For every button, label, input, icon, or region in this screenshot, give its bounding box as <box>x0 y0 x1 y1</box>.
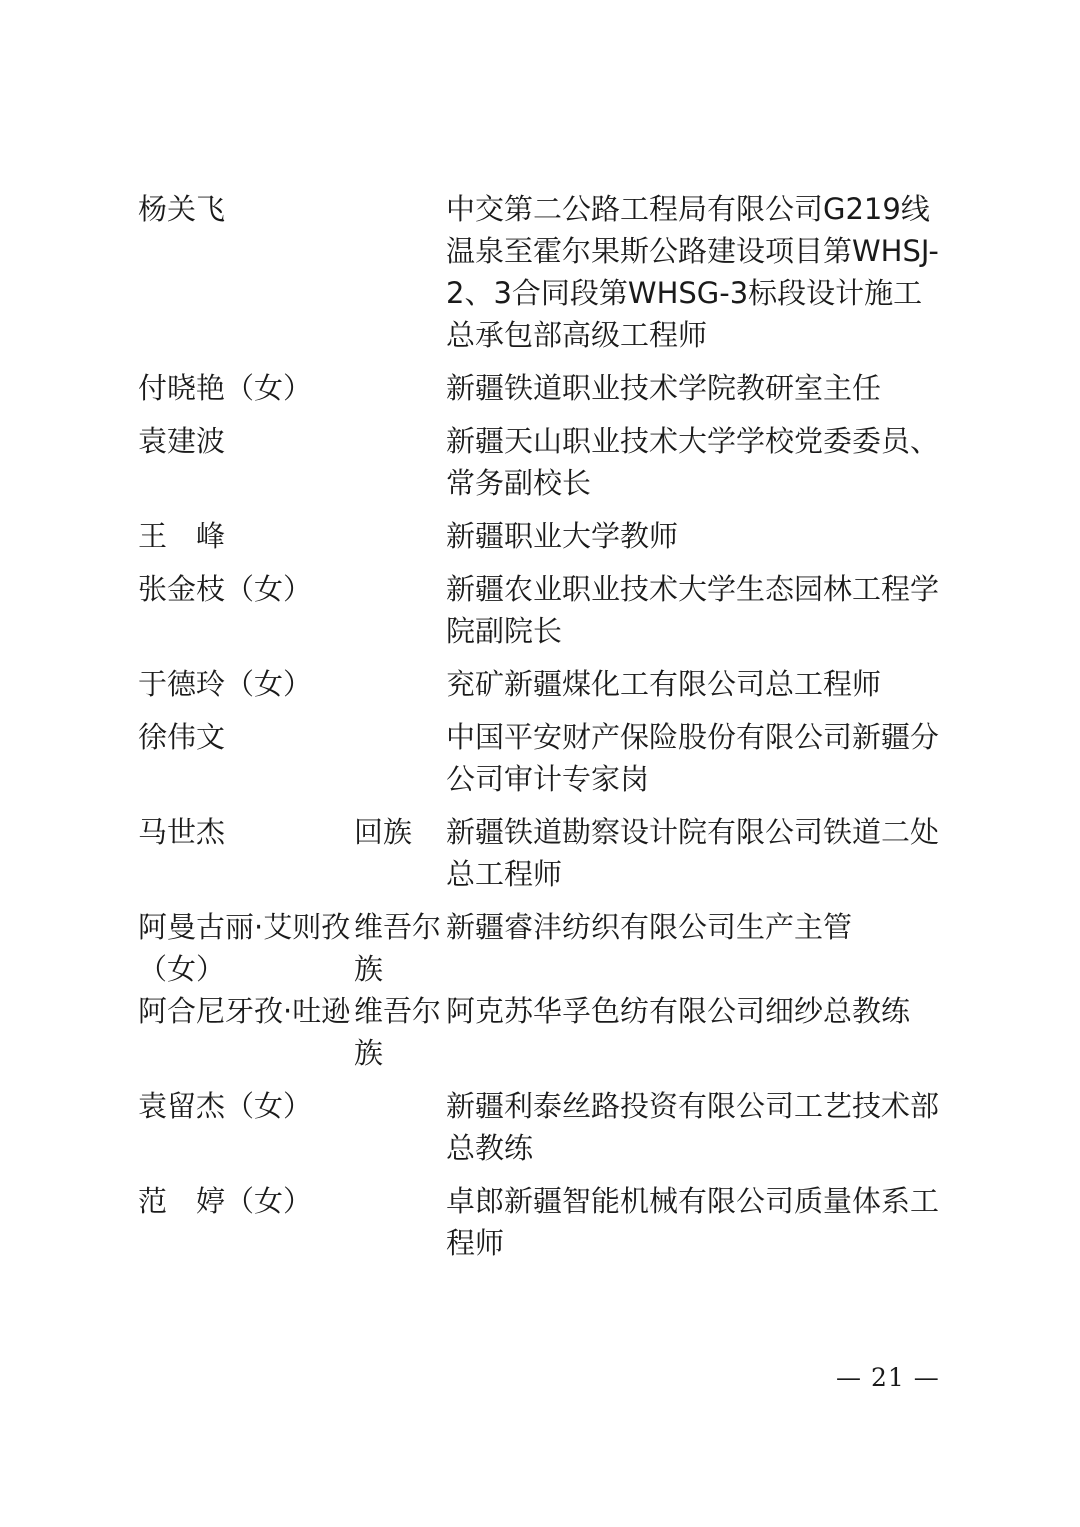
person-name: 王 峰 <box>138 519 226 553</box>
list-item <box>138 188 948 356</box>
person-position: 新疆天山职业技术大学学校党委委员、常务副校长 <box>446 424 940 500</box>
person-name: 袁建波 <box>138 424 226 458</box>
list-item <box>138 1180 948 1264</box>
person-name: 于德玲（女） <box>138 667 313 701</box>
person-position: 阿克苏华孚色纺有限公司细纱总教练 <box>446 994 911 1028</box>
list-item <box>138 1085 948 1169</box>
person-ethnicity: 回族 <box>354 815 413 849</box>
list-item <box>138 367 948 409</box>
person-position: 中国平安财产保险股份有限公司新疆分公司审计专家岗 <box>446 720 940 796</box>
person-ethnicity: 维吾尔族 <box>354 910 442 986</box>
person-position: 新疆铁道勘察设计院有限公司铁道二处总工程师 <box>446 815 940 891</box>
list-item <box>138 716 948 800</box>
person-position: 中交第二公路工程局有限公司G219线温泉至霍尔果斯公路建设项目第WHSJ-2、3合同段第WHSG-3标段设计施工总承包部高级工程师 <box>446 192 939 352</box>
person-name: 付晓艳（女） <box>138 371 313 405</box>
list-item <box>138 568 948 652</box>
person-position: 新疆农业职业技术大学生态园林工程学院副院长 <box>446 572 940 648</box>
list-item <box>138 811 948 895</box>
person-name: 徐伟文 <box>138 720 226 754</box>
person-position: 新疆铁道职业技术学院教研室主任 <box>446 371 882 405</box>
list-item <box>138 990 948 1074</box>
person-name: 范 婷（女） <box>138 1184 313 1218</box>
person-name: 袁留杰（女） <box>138 1089 313 1123</box>
person-name: 马世杰 <box>138 815 226 849</box>
person-name: 阿合尼牙孜·吐逊 <box>138 994 351 1028</box>
list-item <box>138 515 948 557</box>
person-position: 卓郎新疆智能机械有限公司质量体系工程师 <box>446 1184 940 1260</box>
person-position: 新疆职业大学教师 <box>446 519 679 553</box>
list-item <box>138 420 948 504</box>
page-number: — 21 — <box>836 1363 940 1392</box>
person-position: 新疆睿沣纺织有限公司生产主管 <box>446 910 853 944</box>
person-name: 张金枝（女） <box>138 572 313 606</box>
person-ethnicity: 维吾尔族 <box>354 994 442 1070</box>
person-position: 新疆利泰丝路投资有限公司工艺技术部总教练 <box>446 1089 940 1165</box>
list-item <box>138 663 948 705</box>
person-name: 杨关飞 <box>138 192 226 226</box>
person-name: 阿曼古丽·艾则孜（女） <box>138 910 351 986</box>
list-item <box>138 906 948 990</box>
award-list <box>138 188 948 1264</box>
person-position: 兖矿新疆煤化工有限公司总工程师 <box>446 667 882 701</box>
